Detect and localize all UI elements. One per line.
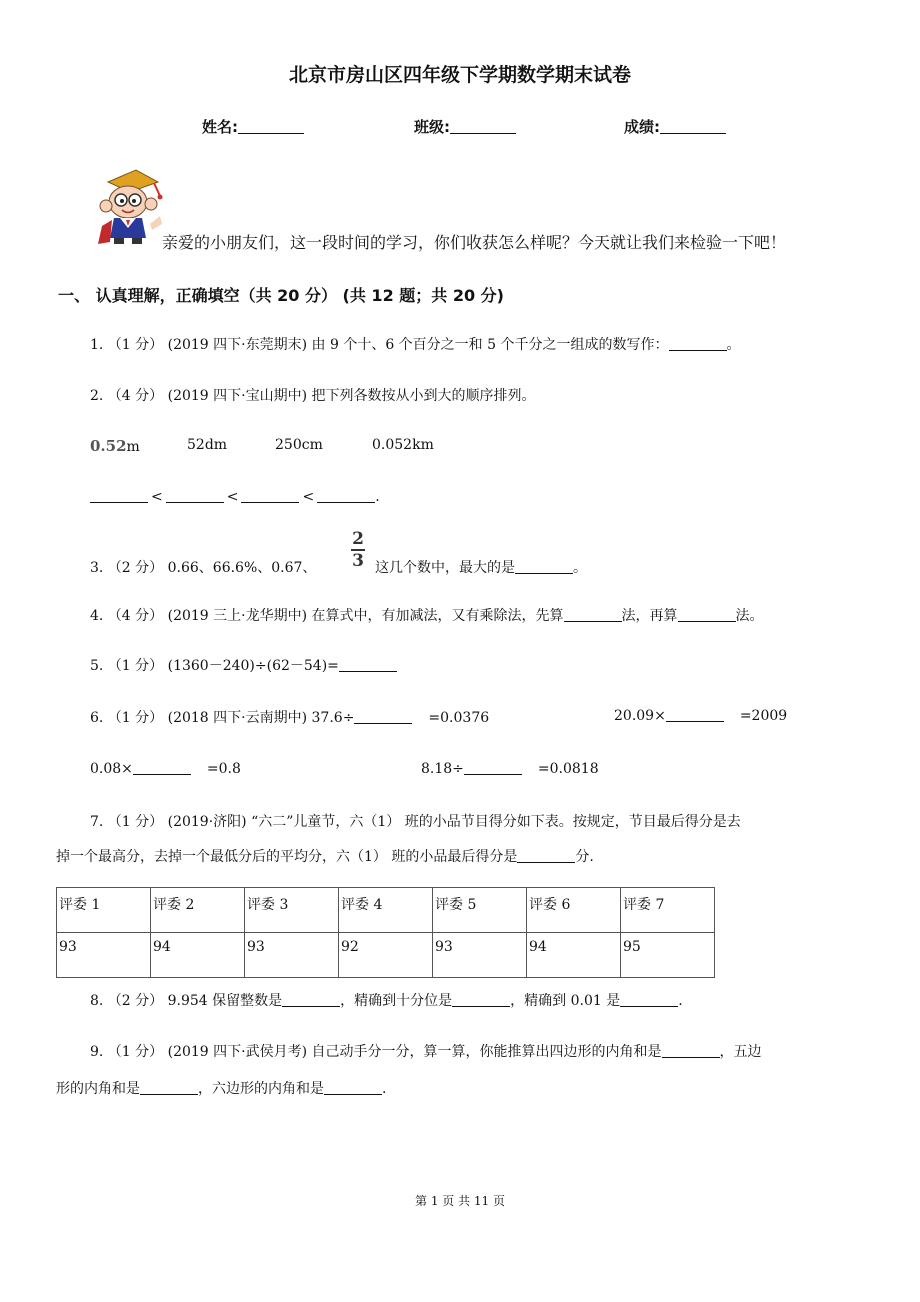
q9-line1: 9. （1 分） (2019 四下·武侯月考) 自己动手分一分，算一算，你能推算出四边形的内角和是 xyxy=(90,1044,662,1060)
q4-mid: 法，再算 xyxy=(621,608,678,624)
answer-blank[interactable] xyxy=(339,657,397,672)
answer-blank[interactable] xyxy=(666,707,724,722)
q7-tail: 分. xyxy=(575,849,594,865)
q6-d: 8.18÷ xyxy=(421,761,464,777)
answer-blank[interactable] xyxy=(515,559,573,574)
q6-eq2: =2009 xyxy=(739,708,788,724)
question-8 xyxy=(90,990,683,1010)
table-header-cell: 评委 7 xyxy=(621,888,715,933)
answer-blank[interactable] xyxy=(317,488,375,503)
answer-blank[interactable] xyxy=(678,607,736,622)
q2-item-052: 0.52 xyxy=(90,437,127,455)
scores-table xyxy=(56,887,715,978)
less-than-sign: < xyxy=(302,489,315,505)
q8-text: 8. （2 分） 9.954 保留整数是 xyxy=(90,993,283,1009)
answer-blank[interactable] xyxy=(517,848,575,863)
answer-blank[interactable] xyxy=(464,760,522,775)
q3-text: 3. （2 分） 0.66、66.6%、0.67、 xyxy=(90,560,317,576)
answer-blank[interactable] xyxy=(133,760,191,775)
name-field xyxy=(202,116,304,137)
q8-mid2: ，精确到 0.01 是 xyxy=(510,993,621,1009)
answer-blank[interactable] xyxy=(140,1080,198,1095)
q8-tail: . xyxy=(678,993,683,1009)
q2-answer-row xyxy=(90,488,380,505)
answer-blank[interactable] xyxy=(620,992,678,1007)
question-6 xyxy=(90,707,489,727)
q6-eq4: =0.0818 xyxy=(537,761,599,777)
q4-text: 4. （4 分） (2019 三上·龙华期中) 在算式中，有加减法，又有乘除法，先算 xyxy=(90,608,564,624)
q2-item-1 xyxy=(90,437,140,455)
section-1-heading: 一、 认真理解，正确填空（共 20 分） (共 12 题；共 20 分) xyxy=(58,286,504,305)
question-9 xyxy=(90,1041,762,1061)
page-footer: 第 1 页 共 11 页 xyxy=(415,1194,505,1208)
answer-blank[interactable] xyxy=(166,488,224,503)
table-cell: 93 xyxy=(245,933,339,978)
name-label: 姓名: xyxy=(202,118,238,136)
question-7: 7. （1 分） (2019·济阳) “六二”儿童节，六（1） 班的小品节目得分如下表。按规定，节目最后得分是去 xyxy=(90,814,741,830)
table-cell: 95 xyxy=(621,933,715,978)
question-3 xyxy=(90,557,316,577)
q2-end: . xyxy=(375,489,380,505)
q6-part-b xyxy=(614,707,787,724)
q6-part-c xyxy=(90,760,241,777)
table-header-row xyxy=(57,888,715,933)
q9-line2-text: 形的内角和是 xyxy=(56,1081,140,1097)
greeting-text: 亲爱的小朋友们，这一段时间的学习，你们收获怎么样呢？今天就让我们来检验一下吧！ xyxy=(162,233,787,252)
fraction-numerator: 2 xyxy=(352,529,364,549)
q6-eq3: =0.8 xyxy=(206,761,241,777)
q5-text: 5. （1 分） (1360－240)÷(62－54)= xyxy=(90,658,339,674)
answer-blank[interactable] xyxy=(669,336,727,351)
q6-c: 0.08× xyxy=(90,761,133,777)
q2-item-2: 52dm xyxy=(187,437,228,453)
q9-line2 xyxy=(56,1078,386,1098)
q6-eq1: =0.0376 xyxy=(428,710,490,726)
table-cell: 92 xyxy=(339,933,433,978)
q4-tail: 法。 xyxy=(735,608,764,624)
table-row xyxy=(57,933,715,978)
q9-mid: ，六边形的内角和是 xyxy=(198,1081,324,1097)
table-cell: 93 xyxy=(57,933,151,978)
q3-continued xyxy=(375,557,587,577)
q9-line1-tail: ，五边 xyxy=(719,1044,762,1060)
q1-text: 1. （1 分） (2019 四下·东莞期末) 由 9 个十、6 个百分之一和 5 个千分之一组成的数写作： xyxy=(90,337,669,353)
table-header-cell: 评委 2 xyxy=(151,888,245,933)
table-header-cell: 评委 5 xyxy=(433,888,527,933)
score-blank xyxy=(660,119,726,134)
q2-item-4: 0.052km xyxy=(372,437,434,453)
q2-item-unit: m xyxy=(126,439,140,455)
q1-tail: 。 xyxy=(726,337,741,353)
fraction-denominator: 3 xyxy=(352,551,364,571)
answer-blank[interactable] xyxy=(324,1080,382,1095)
q6-part-d xyxy=(421,760,599,777)
name-blank xyxy=(238,119,304,134)
class-blank xyxy=(450,119,516,134)
fraction-two-thirds xyxy=(351,530,365,570)
table-header-cell: 评委 6 xyxy=(527,888,621,933)
q8-mid1: ，精确到十分位是 xyxy=(340,993,453,1009)
mascot-illustration xyxy=(90,166,166,246)
q3-tail: 。 xyxy=(573,560,587,576)
answer-blank[interactable] xyxy=(241,488,299,503)
table-cell: 93 xyxy=(433,933,527,978)
class-field xyxy=(414,116,516,137)
q9-tail: . xyxy=(382,1081,387,1097)
table-cell: 94 xyxy=(151,933,245,978)
question-5 xyxy=(90,655,397,675)
q6-b: 20.09× xyxy=(614,708,666,724)
question-2 xyxy=(90,385,536,405)
answer-blank[interactable] xyxy=(354,709,412,724)
q2-item-3: 250cm xyxy=(275,437,323,453)
less-than-sign: < xyxy=(151,489,163,505)
question-4 xyxy=(90,605,764,625)
table-cell: 94 xyxy=(527,933,621,978)
score-label: 成绩: xyxy=(624,118,660,136)
q7-line2-text: 掉一个最高分，去掉一个最低分后的平均分，六（1） 班的小品最后得分是 xyxy=(56,849,518,865)
answer-blank[interactable] xyxy=(282,992,340,1007)
question-1 xyxy=(90,334,741,354)
table-header-cell: 评委 1 xyxy=(57,888,151,933)
class-label: 班级: xyxy=(414,118,450,136)
q2-text: 2. （4 分） (2019 四下·宝山期中) 把下列各数按从小到大的顺序排列。 xyxy=(90,388,536,404)
page-title: 北京市房山区四年级下学期数学期末试卷 xyxy=(288,64,631,86)
q3-text2: 这几个数中，最大的是 xyxy=(375,560,515,576)
q6-text: 6. （1 分） (2018 四下·云南期中) 37.6÷ xyxy=(90,710,355,726)
less-than-sign: < xyxy=(226,489,239,505)
table-header-cell: 评委 4 xyxy=(339,888,433,933)
answer-blank[interactable] xyxy=(90,488,148,503)
answer-blank[interactable] xyxy=(662,1043,720,1058)
table-header-cell: 评委 3 xyxy=(245,888,339,933)
score-field xyxy=(624,116,726,137)
answer-blank[interactable] xyxy=(452,992,510,1007)
answer-blank[interactable] xyxy=(564,607,622,622)
q7-line2 xyxy=(56,846,594,866)
